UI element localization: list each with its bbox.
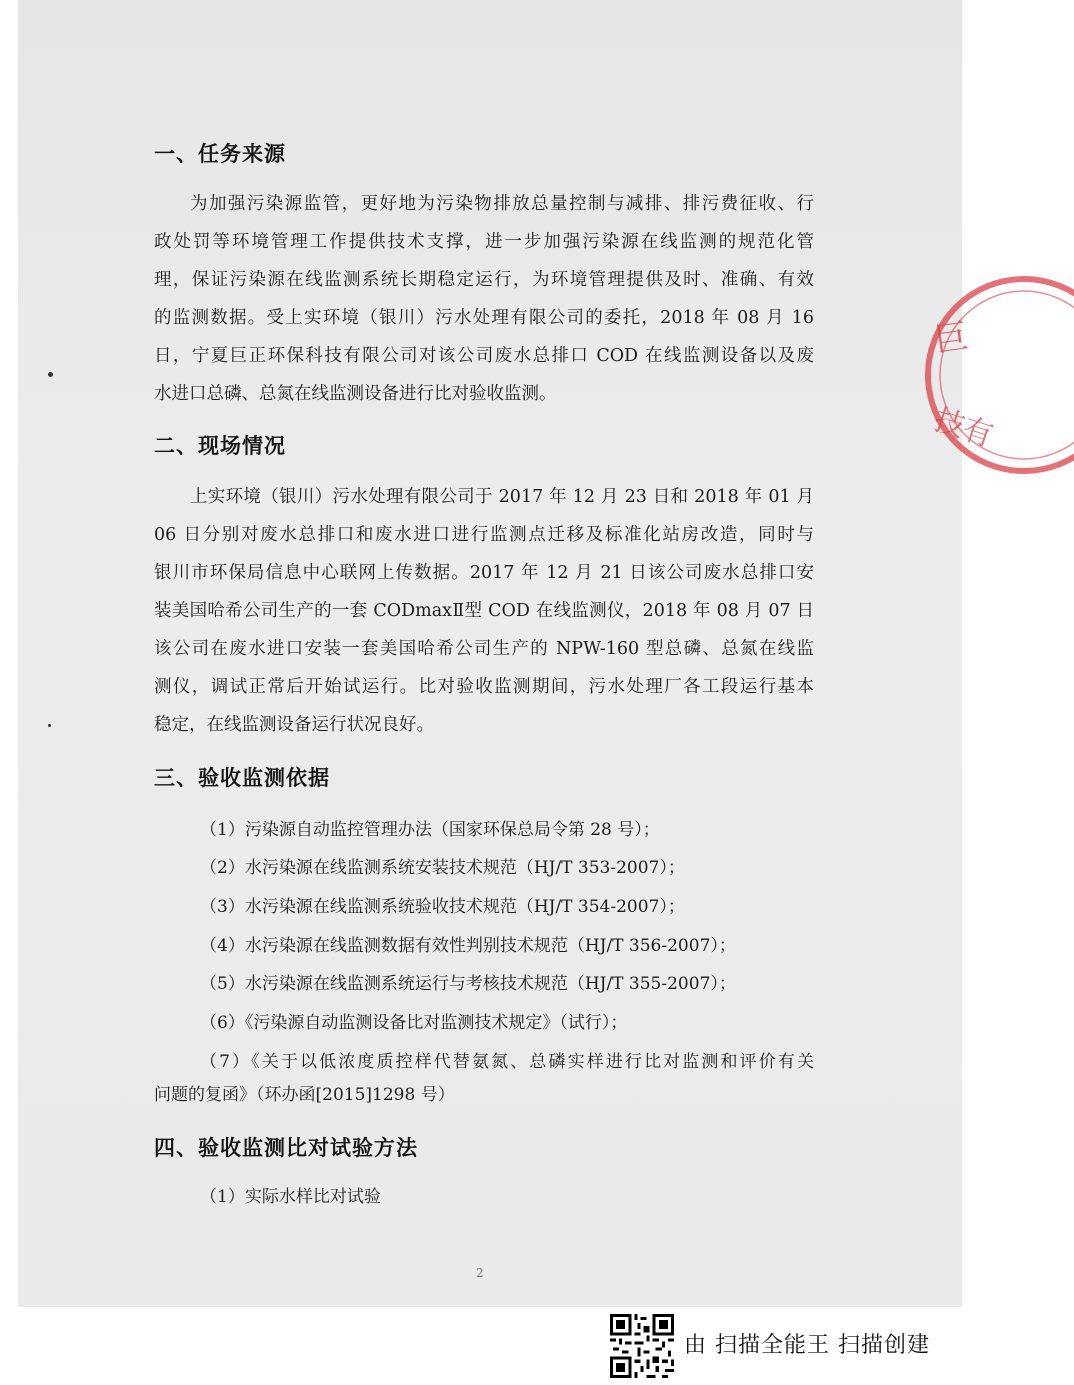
- section3-heading: 三、验收监测依据: [154, 765, 330, 790]
- reference-item-continuation: 问题的复函》（环办函[2015]1298 号）: [154, 1085, 455, 1105]
- reference-item: （3）水污染源在线监测系统验收技术规范（HJ/T 354-2007）；: [200, 897, 685, 917]
- seal-glyph: 技有: [929, 402, 998, 455]
- reference-item: （4）水污染源在线监测数据有效性判别技术规范（HJ/T 356-2007）；: [200, 936, 736, 956]
- paragraph-line: 银川市环保局信息中心联网上传数据。2017 年 12 月 21 日该公司废水总排口安: [154, 563, 814, 583]
- paragraph-line: 理，保证污染源在线监测系统长期稳定运行，为环境管理提供及时、准确、有效: [154, 270, 814, 290]
- paragraph-line: 的监测数据。受上实环境（银川）污水处理有限公司的委托，2018 年 08 月 16: [154, 308, 814, 328]
- red-seal-stamp: [924, 270, 1074, 480]
- paragraph-line: 测仪，调试正常后开始试运行。比对验收监测期间，污水处理厂各工段运行基本: [154, 677, 814, 697]
- seal-glyph: 巨: [931, 316, 971, 361]
- reference-item: （5）水污染源在线监测系统运行与考核技术规范（HJ/T 355-2007）；: [200, 974, 736, 994]
- paragraph-line: 政处罚等环境管理工作提供技术支撑，进一步加强污染源在线监测的规范化管: [154, 232, 814, 252]
- section4-heading: 四、验收监测比对试验方法: [154, 1135, 418, 1160]
- scanner-watermark: [610, 1310, 965, 1380]
- seal-graphic: [924, 270, 1074, 480]
- paragraph-line: 06 日分别对废水总排口和废水进口进行监测点迁移及标准化站房改造，同时与: [154, 525, 814, 545]
- paragraph-line: 上实环境（银川）污水处理有限公司于 2017 年 12 月 23 日和 2018 年 01 月: [190, 487, 814, 507]
- paragraph-line: 装美国哈希公司生产的一套 CODmaxⅡ型 COD 在线监测仪，2018 年 08 月 07 日: [154, 601, 814, 621]
- paragraph-line: 为加强污染源监管，更好地为污染物排放总量控制与减排、排污费征收、行: [190, 194, 814, 214]
- paragraph-line: 该公司在废水进口安装一套美国哈希公司生产的 NPW-160 型总磷、总氮在线监: [154, 639, 814, 659]
- watermark-text: 由 扫描全能王 扫描创建: [684, 1333, 930, 1358]
- paragraph-line: 稳定，在线监测设备运行状况良好。: [154, 715, 434, 735]
- margin-dot: [48, 372, 53, 377]
- scanned-page: [18, 0, 998, 1307]
- reference-item: （2）水污染源在线监测系统安装技术规范（HJ/T 353-2007）；: [200, 858, 685, 878]
- paragraph-line: 水进口总磷、总氮在线监测设备进行比对验收监测。: [154, 384, 557, 404]
- section2-heading: 二、现场情况: [154, 433, 286, 458]
- reference-item: （7）《关于以低浓度质控样代替氨氮、总磷实样进行比对监测和评价有关: [200, 1052, 814, 1072]
- section1-heading: 一、任务来源: [154, 141, 286, 166]
- page-number: 2: [476, 1266, 484, 1280]
- qr-code-icon: [610, 1314, 674, 1378]
- margin-dot: [48, 724, 51, 727]
- reference-item: （1）污染源自动监控管理办法（国家环保总局令第 28 号）；: [200, 820, 660, 840]
- method-item: （1）实际水样比对试验: [200, 1187, 381, 1207]
- paragraph-line: 日，宁夏巨正环保科技有限公司对该公司废水总排口 COD 在线监测设备以及废: [154, 346, 814, 366]
- reference-item: （6）《污染源自动监测设备比对监测技术规定》（试行）；: [200, 1013, 628, 1033]
